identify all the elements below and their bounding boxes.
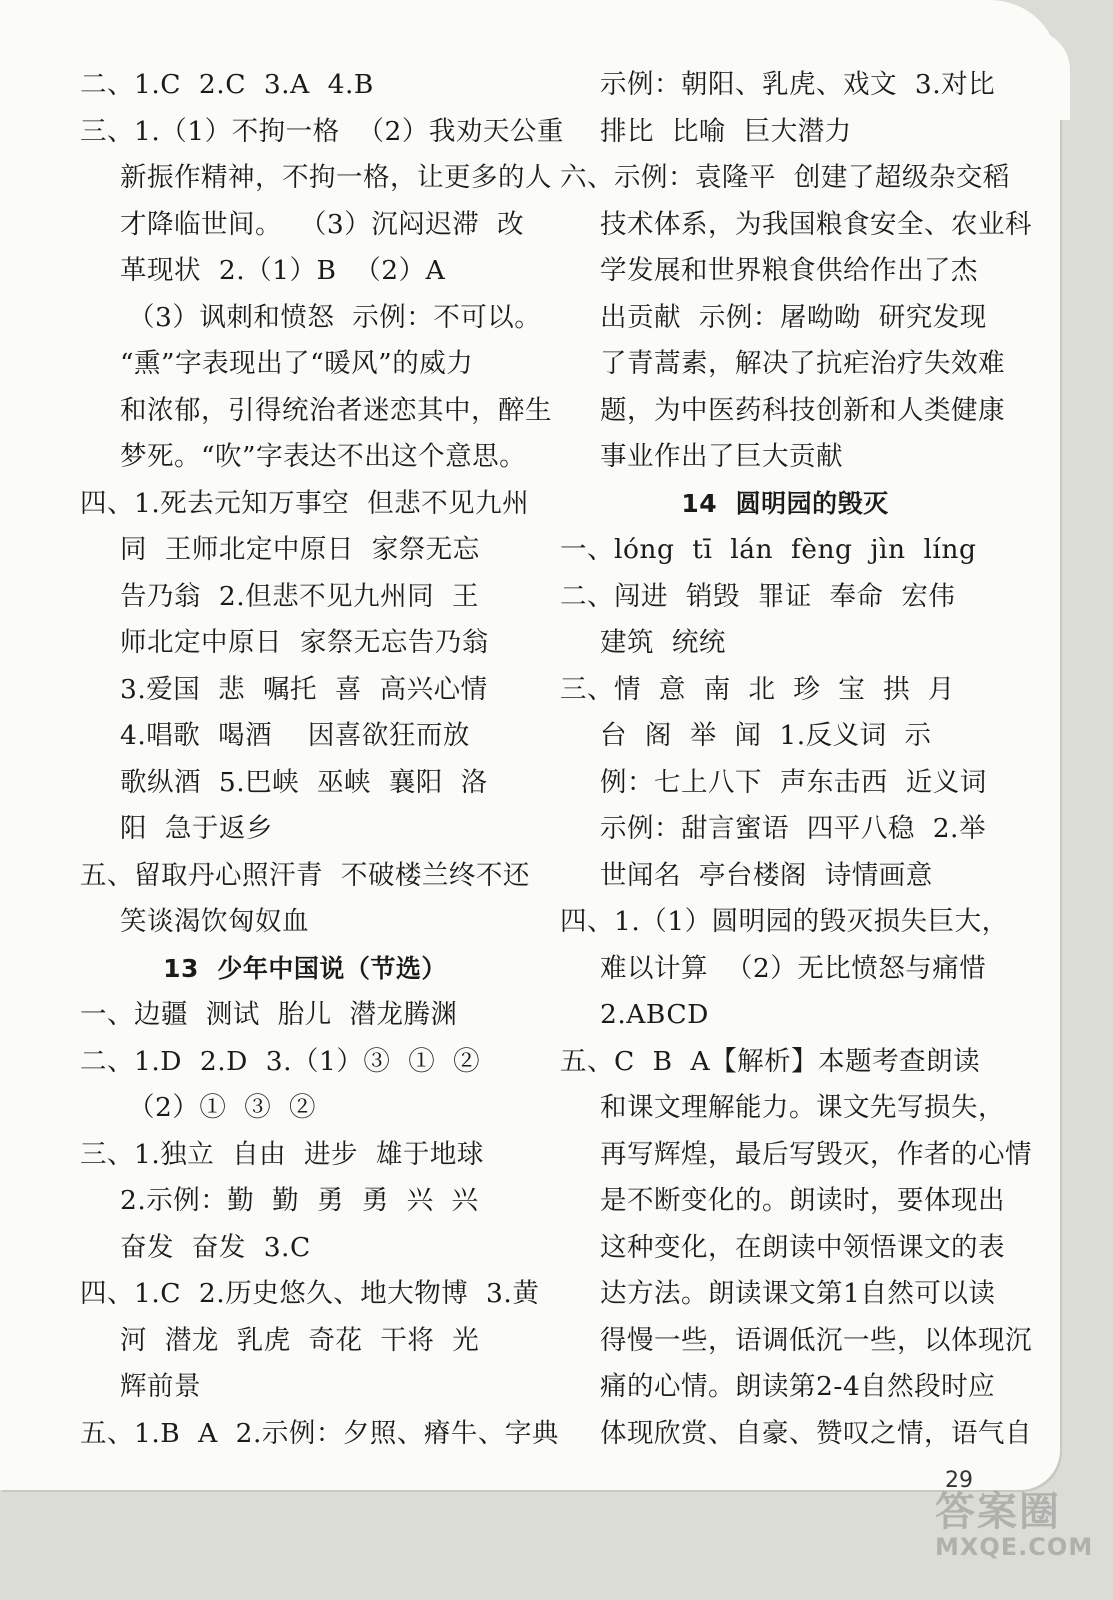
answer-line: 二、1.D 2.D 3.（1）③ ① ② xyxy=(80,1045,481,1077)
answer-line: 辉前景 xyxy=(120,1371,201,1402)
answer-line: 同 王师北定中原日 家祭无忘 xyxy=(120,534,480,565)
answer-line: 痛的心情。朗读第2-4自然段时应 xyxy=(600,1371,996,1402)
answer-line: 一、lóng tī lán fèng jìn líng xyxy=(560,534,977,565)
answer-line: 2.示例：勤 勤 勇 勇 兴 兴 xyxy=(120,1185,479,1216)
answer-line: 和课文理解能力。课文先写损失， xyxy=(600,1092,1005,1123)
section-title: 13 少年中国说（节选） xyxy=(163,953,447,983)
right-column xyxy=(560,62,1032,1457)
answer-line: 示例：朝阳、乳虎、戏文 3.对比 xyxy=(600,69,996,100)
answer-line: 例：七上八下 声东击西 近义词 xyxy=(600,766,987,798)
page-number: 29 xyxy=(945,1468,973,1493)
answer-line: 五、留取丹心照汗青 不破楼兰终不还 xyxy=(80,859,530,891)
answer-line: 4.唱歌 喝酒 因喜欲狂而放 xyxy=(120,720,470,751)
answer-line: 梦死。“吹”字表达不出这个意思。 xyxy=(120,441,527,472)
answer-line: 新振作精神，不拘一格，让更多的人 xyxy=(120,162,552,193)
answer-line: 示例：甜言蜜语 四平八稳 2.举 xyxy=(600,813,986,844)
answer-line: 达方法。朗读课文第1自然可以读 xyxy=(600,1278,996,1309)
watermark-url: MXQE.COM xyxy=(935,1533,1094,1561)
answer-line: 四、1.（1）圆明园的毁灭损失巨大， xyxy=(560,906,1009,937)
answer-line: “熏”字表现出了“暖风”的威力 xyxy=(120,348,474,379)
answer-line: 得慢一些，语调低沉一些，以体现沉 xyxy=(600,1324,1032,1356)
answer-line: 世闻名 亭台楼阁 诗情画意 xyxy=(600,859,933,891)
answer-line: 歌纵酒 5.巴峡 巫峡 襄阳 洛 xyxy=(120,766,488,798)
answer-line: 台 阁 举 闻 1.反义词 示 xyxy=(600,720,932,751)
answer-line: 二、闯进 销毁 罪证 奉命 宏伟 xyxy=(560,580,956,612)
answer-line: 阳 急于返乡 xyxy=(120,813,273,844)
answer-line: 三、1.（1）不拘一格 （2）我劝天公重 xyxy=(80,115,564,147)
answer-line: 河 潜龙 乳虎 奇花 干将 光 xyxy=(120,1324,480,1356)
watermark-text: 答案圈 xyxy=(935,1489,1061,1535)
answer-line: 是不断变化的。朗读时，要体现出 xyxy=(600,1185,1005,1216)
answer-line: 一、边疆 测试 胎儿 潜龙腾渊 xyxy=(80,999,458,1030)
answer-line: 题，为中医药科技创新和人类健康 xyxy=(600,394,1005,426)
answer-line: 三、1.独立 自由 进步 雄于地球 xyxy=(80,1138,484,1170)
answer-line: 事业作出了巨大贡献 xyxy=(600,441,843,472)
answer-line: 奋发 奋发 3.C xyxy=(120,1231,311,1263)
answer-line: 三、情 意 南 北 珍 宝 拱 月 xyxy=(560,673,955,705)
left-column xyxy=(80,62,564,1457)
answer-line: 师北定中原日 家祭无忘告乃翁 xyxy=(120,627,489,658)
answer-line: 出贡献 示例：屠呦呦 研究发现 xyxy=(600,301,987,333)
answer-line: 五、1.B A 2.示例：夕照、瘠牛、字典 xyxy=(80,1417,559,1449)
answer-line: 建筑 统统 xyxy=(600,627,726,658)
answer-line: 学发展和世界粮食供给作出了杰 xyxy=(600,255,978,286)
answer-line: 再写辉煌，最后写毁灭，作者的心情 xyxy=(600,1138,1032,1170)
answer-line: 四、1.死去元知万事空 但悲不见九州 xyxy=(80,487,530,519)
answer-line: （3）讽刺和愤怒 示例：不可以。 xyxy=(128,301,542,333)
answer-line: 了青蒿素，解决了抗疟治疗失效难 xyxy=(600,348,1005,379)
answer-line: 这种变化，在朗读中领悟课文的表 xyxy=(600,1231,1005,1263)
answer-line: 体现欣赏、自豪、赞叹之情，语气自 xyxy=(600,1417,1032,1449)
watermark-logo xyxy=(935,1480,1105,1590)
answer-line: （2）① ③ ② xyxy=(128,1092,317,1123)
answer-line: 告乃翁 2.但悲不见九州同 王 xyxy=(120,580,479,612)
answer-line: 笑谈渴饮匈奴血 xyxy=(120,906,309,937)
answer-line: 3.爱国 悲 嘱托 喜 高兴心情 xyxy=(120,673,488,705)
answer-line: 才降临世间。 （3）沉闷迟滞 改 xyxy=(120,208,525,240)
section-title: 14 圆明园的毁灭 xyxy=(681,488,889,518)
answer-line: 六、示例：袁隆平 创建了超级杂交稻 xyxy=(560,162,1010,193)
answer-line: 技术体系，为我国粮食安全、农业科 xyxy=(600,208,1032,240)
answer-line: 和浓郁，引得统治者迷恋其中，醉生 xyxy=(120,394,552,426)
answer-line: 难以计算 （2）无比愤怒与痛惜 xyxy=(600,952,987,984)
answer-line: 四、1.C 2.历史悠久、地大物博 3.黄 xyxy=(80,1278,540,1309)
answer-line: 排比 比喻 巨大潜力 xyxy=(600,115,852,147)
answer-line: 2.ABCD xyxy=(600,999,709,1030)
answer-line: 二、1.C 2.C 3.A 4.B xyxy=(80,69,374,100)
answer-line: 革现状 2.（1）B （2）A xyxy=(120,255,446,286)
answer-line: 五、C B A【解析】本题考查朗读 xyxy=(560,1045,981,1077)
